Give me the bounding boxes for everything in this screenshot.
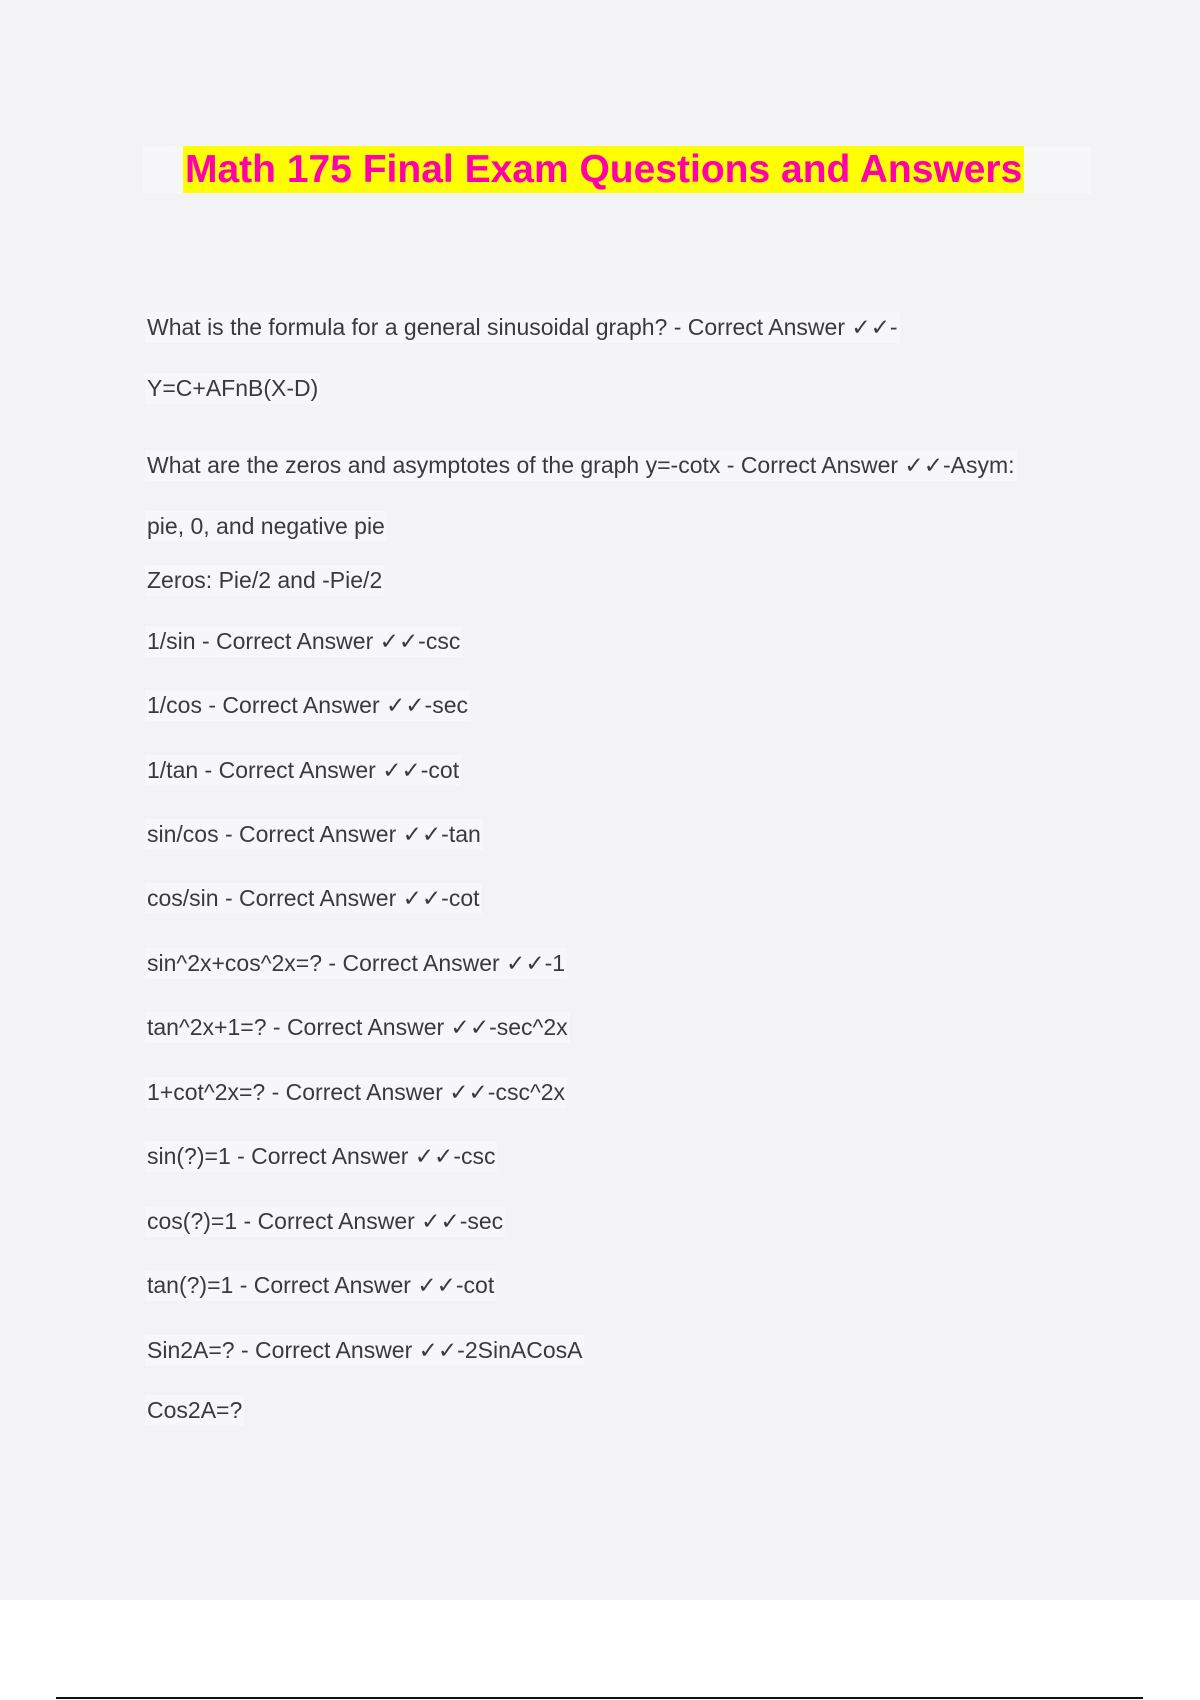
text-line: tan^2x+1=? - Correct Answer ✓✓-sec^2x: [145, 1012, 570, 1043]
text-line: sin/cos - Correct Answer ✓✓-tan: [145, 819, 483, 850]
footer-rule: [56, 1697, 1143, 1699]
text-line: 1/sin - Correct Answer ✓✓-csc: [145, 626, 462, 657]
document-title: Math 175 Final Exam Questions and Answers: [185, 148, 1023, 191]
text-line: sin(?)=1 - Correct Answer ✓✓-csc: [145, 1141, 497, 1172]
text-line: 1/cos - Correct Answer ✓✓-sec: [145, 690, 470, 721]
text-line: 1/tan - Correct Answer ✓✓-cot: [145, 755, 461, 786]
text-line: Zeros: Pie/2 and -Pie/2: [145, 565, 384, 596]
text-line: 1+cot^2x=? - Correct Answer ✓✓-csc^2x: [145, 1077, 567, 1108]
text-line: cos/sin - Correct Answer ✓✓-cot: [145, 883, 482, 914]
text-line: sin^2x+cos^2x=? - Correct Answer ✓✓-1: [145, 948, 567, 979]
text-line: Y=C+AFnB(X-D): [145, 373, 320, 404]
text-line: pie, 0, and negative pie: [145, 511, 387, 542]
text-line: tan(?)=1 - Correct Answer ✓✓-cot: [145, 1270, 496, 1301]
text-line: cos(?)=1 - Correct Answer ✓✓-sec: [145, 1206, 505, 1237]
text-line: What is the formula for a general sinusoidal graph? - Correct Answer ✓✓-: [145, 312, 900, 343]
text-line: Cos2A=?: [145, 1395, 244, 1426]
text-line: What are the zeros and asymptotes of the graph y=-cotx - Correct Answer ✓✓-Asym:: [145, 450, 1017, 481]
text-line: Sin2A=? - Correct Answer ✓✓-2SinACosA: [145, 1335, 584, 1366]
